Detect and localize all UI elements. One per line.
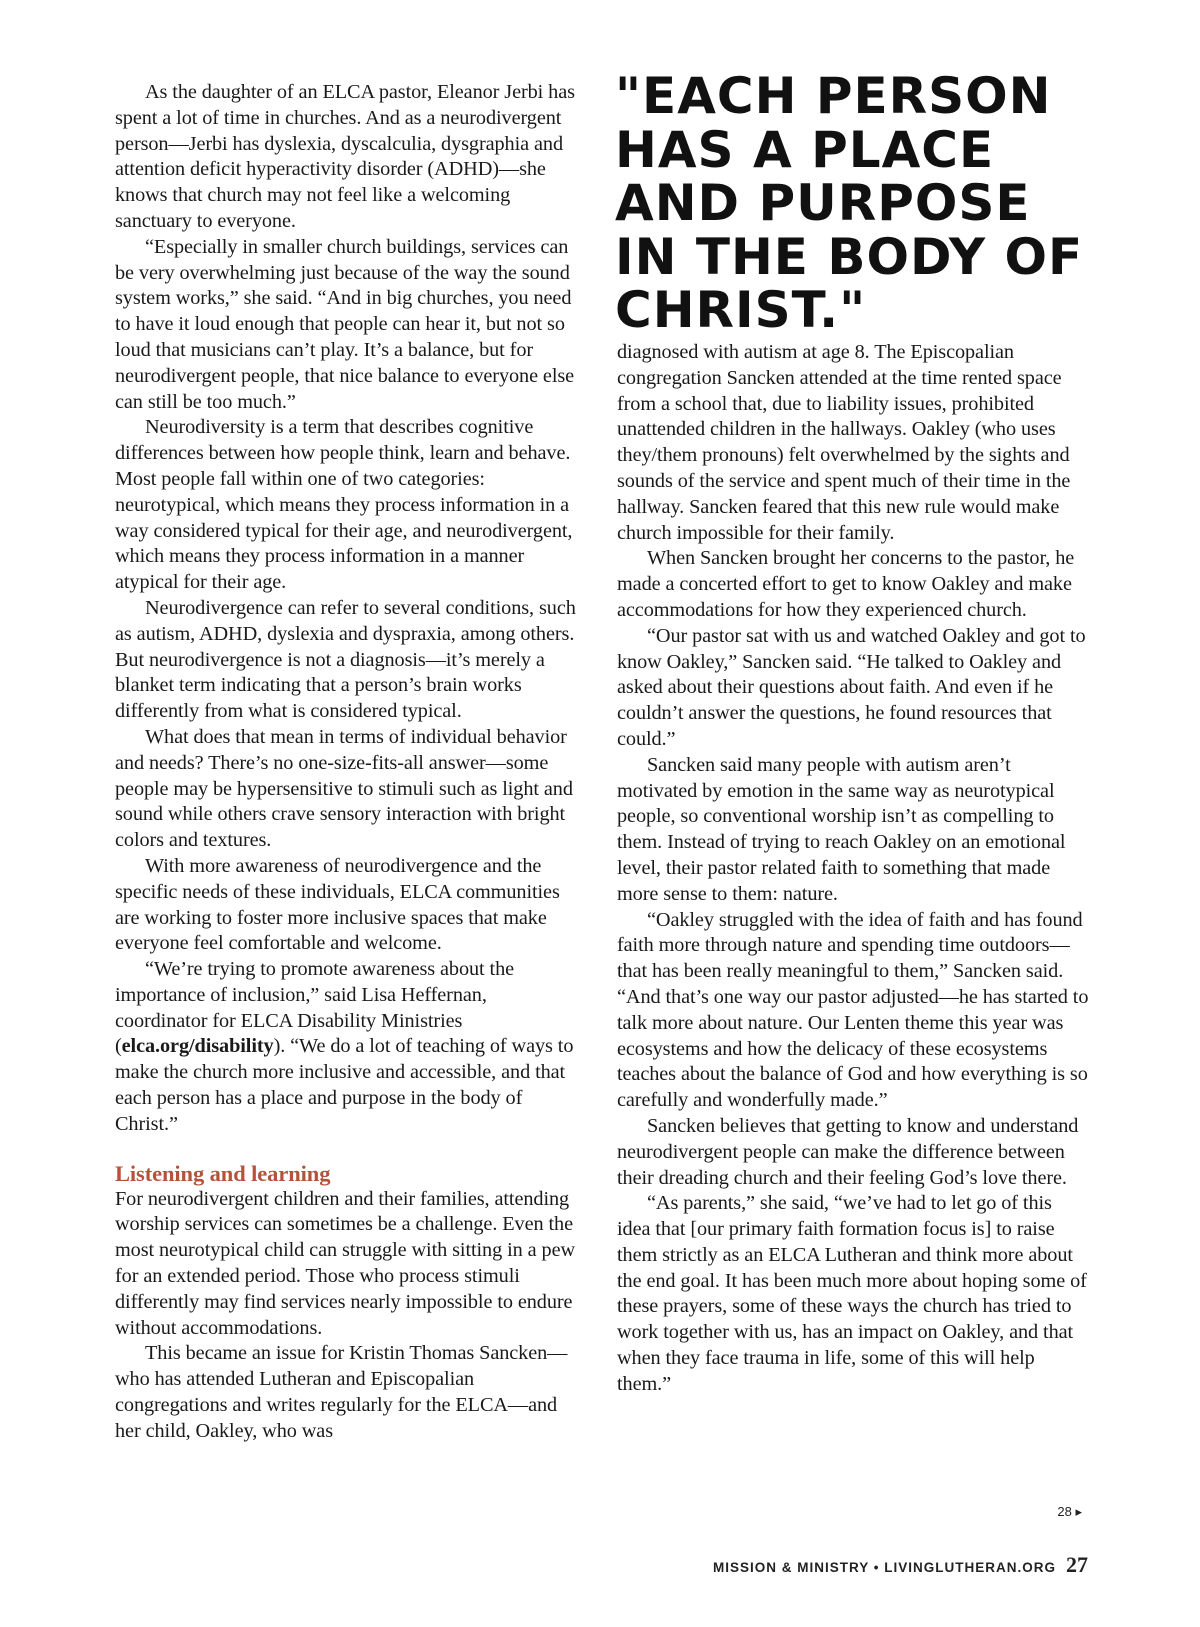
article-paragraph: As the daughter of an ELCA pastor, Eleanor Jerbi has spent a lot of time in churches. And as a neurodivergent person—Jerbi has dyslexia, dyscalculia, dysgraphia and attention deficit hyperactivity disorder (ADHD)—she knows that church may not feel like a welcoming sanctuary to everyone. <box>115 81 575 232</box>
continued-on-page-marker: 28 ▸ <box>1057 1504 1082 1519</box>
right-column <box>617 340 1089 1398</box>
article-paragraph: “Our pastor sat with us and watched Oakley and got to know Oakley,” Sancken said. “He talked to Oakley and asked about their questions about faith. And even if he couldn’t answer the questions, he found resources that could.” <box>617 624 1086 750</box>
left-column <box>115 80 583 1445</box>
article-paragraph: Neurodivergence can refer to several conditions, such as autism, ADHD, dyslexia and dyspraxia, among others. But neurodivergence is not a diagnosis—it’s merely a blanket term indicating that a person’s brain works differently from what is considered typical. <box>115 596 576 723</box>
article-paragraph: “As parents,” she said, “we’ve had to let go of this idea that [our primary faith formation focus is] to raise them strictly as an ELCA Lutheran and think more about the end goal. It has been much more about hoping some of these prayers, some of these ways the church has tried to work together with us, has an impact on Oakley, and that when they face trauma in life, some of this will help them.” <box>617 1192 1087 1395</box>
footer-label: MISSION & MINISTRY • LIVINGLUTHERAN.ORG <box>713 1560 1056 1575</box>
disability-ministries-link[interactable]: elca.org/disability <box>121 1035 274 1058</box>
article-paragraph: What does that mean in terms of individual behavior and needs? There’s no one-size-fits-all answer—some people may be hypersensitive to stimuli such as light and sound while others crave sensory interaction with bright colors and textures. <box>115 725 573 852</box>
article-paragraph: diagnosed with autism at age 8. The Episcopalian congregation Sancken attended at the time rented space from a school that, due to liability issues, prohibited unattended children in the hallways. Oakley (who uses they/them pronouns) felt overwhelmed by the sights and sounds of the service and spent much of their time in the hallway. Sancken feared that this new rule would make church impossible for their family. <box>617 341 1071 544</box>
article-paragraph: For neurodivergent children and their families, attending worship services can sometimes be a challenge. Even the most neurotypical child can struggle with sitting in a pew for an extended period. Those who process stimuli differently may find services nearly impossible to endure without accommodations. <box>115 1187 576 1339</box>
article-paragraph: This became an issue for Kristin Thomas Sancken—who has attended Lutheran and Episcopalian congregations and writes regularly for the ELCA—and her child, Oakley, who was <box>115 1342 568 1442</box>
page-number: 27 <box>1066 1552 1088 1577</box>
article-paragraph: “Especially in smaller church buildings, services can be very overwhelming just because of the way the sound system works,” she said. “And in big churches, you need to have it loud enough that people can hear it, but not so loud that musicians can’t play. It’s a balance, but for neurodivergent people, that nice balance to everyone else can still be too much.” <box>115 235 575 413</box>
page-footer <box>713 1552 1088 1578</box>
section-subhead: Listening and learning <box>115 1160 331 1186</box>
article-paragraph: “Oakley struggled with the idea of faith and has found faith more through nature and spending time outdoors—that has been really meaningful to them,” Sancken said. “And that’s one way our pastor adjusted—he has started to talk more about nature. Our Lenten theme this year was ecosystems and how the delicacy of these ecosystems teaches about the balance of God and how everything is so carefully and wonderfully made.” <box>617 908 1089 1112</box>
pull-quote: "EACH PERSON HAS A PLACE AND PURPOSE IN THE BODY OF CHRIST." <box>615 67 1084 339</box>
article-paragraph: When Sancken brought her concerns to the pastor, he made a concerted effort to get to know Oakley and make accommodations for how they experienced church. <box>617 547 1075 621</box>
heffernan-paragraph: “We’re trying to promote awareness about the importance of inclusion,” said Lisa Heffernan, coordinator for ELCA Disability Ministries (elca.org/disability). “We do a lot of teaching of ways to make the church more inclusive and accessible, and that each person has a place and purpose in the body of Christ.” <box>115 958 574 1135</box>
article-paragraph: Sancken believes that getting to know and understand neurodivergent people can make the difference between their dreading church and their feeling God’s love there. <box>617 1114 1079 1189</box>
article-paragraph: With more awareness of neurodivergence and the specific needs of these individuals, ELCA communities are working to foster more inclusive spaces that make everyone feel comfortable and welcome. <box>115 854 560 955</box>
article-paragraph: Neurodiversity is a term that describes cognitive differences between how people think, learn and behave. Most people fall within one of two categories: neurotypical, which means they process information in a way considered typical for their age, and neurodivergent, which means they process information in a manner atypical for their age. <box>115 416 573 594</box>
article-paragraph: Sancken said many people with autism aren’t motivated by emotion in the same way as neurotypical people, so conventional worship isn’t as compelling to them. Instead of trying to reach Oakley on an emotional level, their pastor related faith to something that made more sense to them: nature. <box>617 753 1066 905</box>
